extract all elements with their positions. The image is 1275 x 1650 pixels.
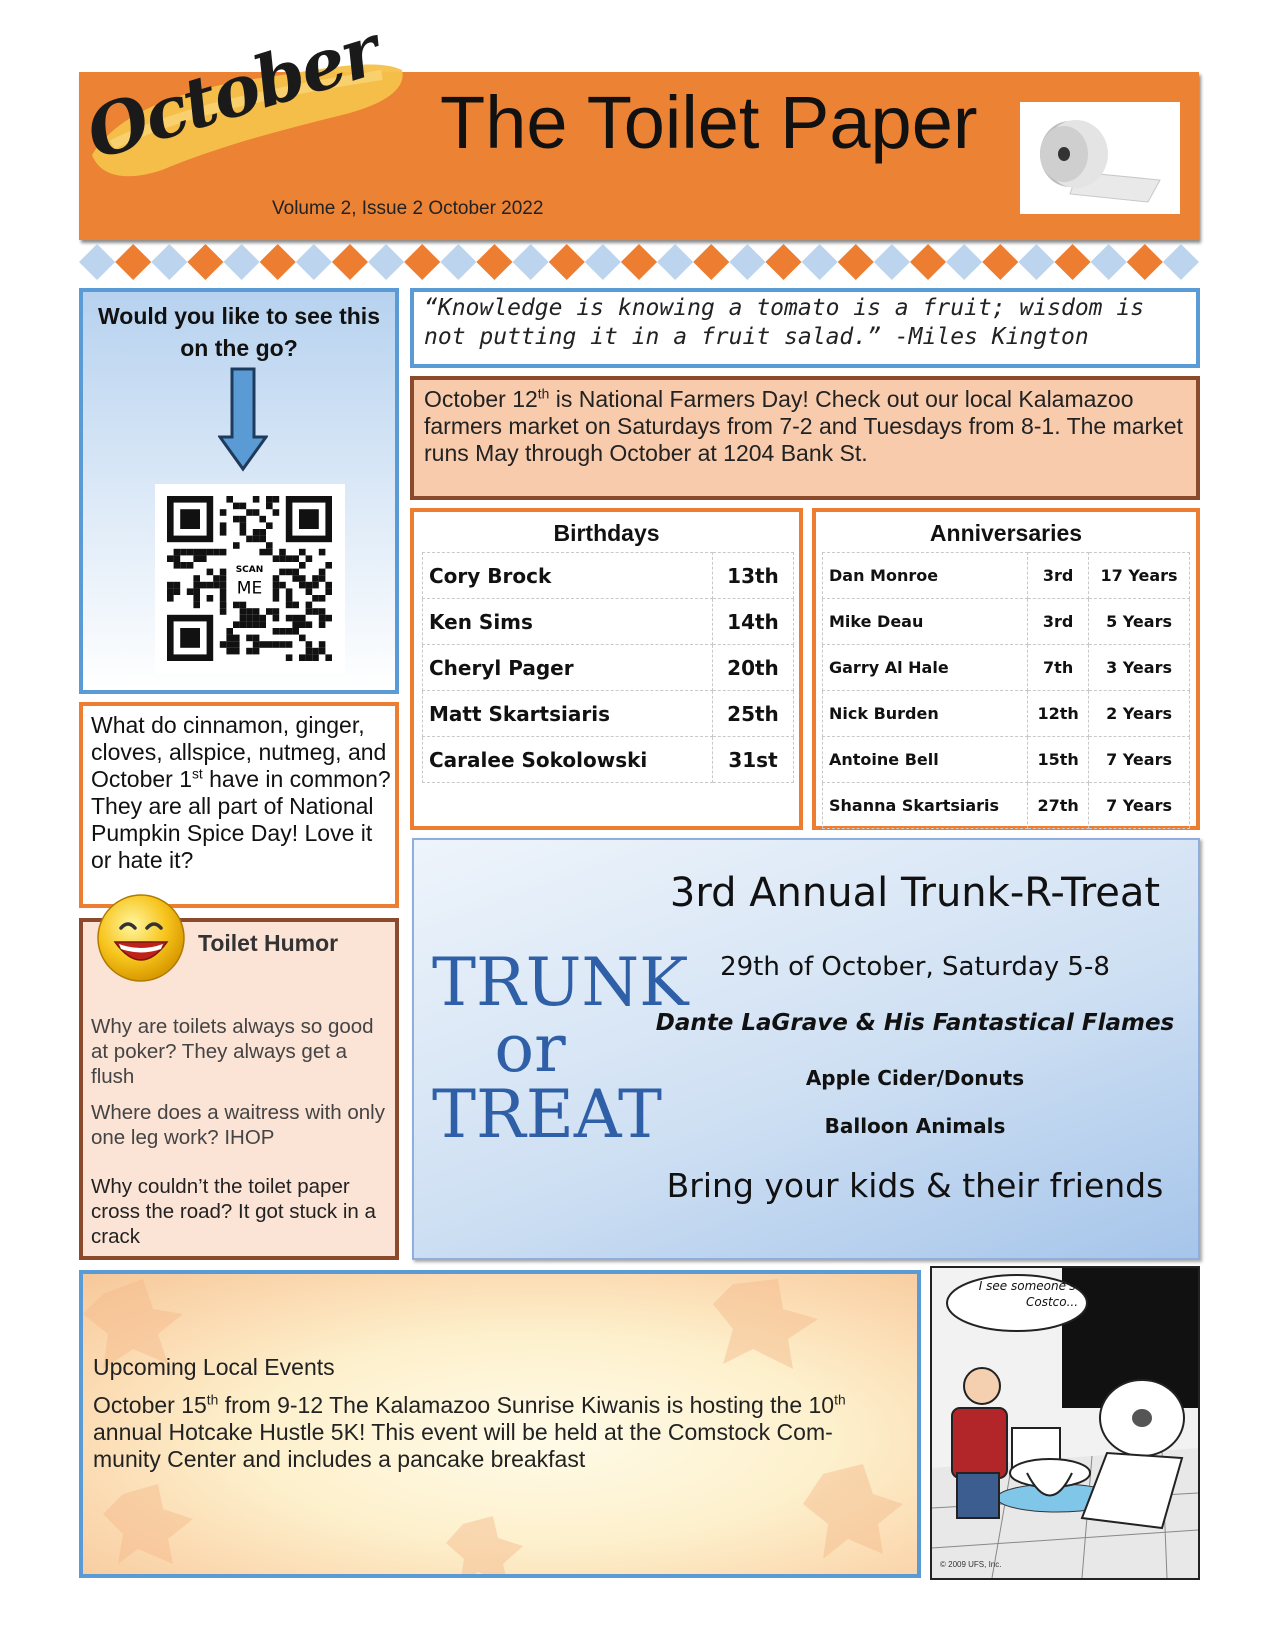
qr-module [259, 615, 266, 622]
logo-line-2: or [494, 1010, 566, 1087]
anniversary-row [823, 783, 1190, 829]
qr-module [213, 549, 220, 556]
qr-module [180, 549, 187, 556]
anniversary-years: 17 Years [1089, 553, 1190, 599]
qr-module [286, 628, 293, 635]
qr-module [180, 562, 187, 569]
diamond-border-strip [79, 243, 1199, 281]
qr-module [312, 648, 319, 655]
birthdays-panel [410, 508, 803, 830]
qr-module [306, 641, 313, 648]
anniversary-date: 15th [1028, 737, 1089, 783]
qr-module [292, 628, 299, 635]
qr-module [240, 621, 247, 628]
qr-module [319, 621, 326, 628]
month-script: October [77, 8, 388, 176]
qr-module [193, 588, 200, 595]
anniversaries-panel [812, 508, 1200, 830]
qr-module [246, 615, 253, 622]
birthdays-table [422, 552, 794, 783]
qr-module [167, 582, 174, 589]
qr-module [220, 588, 227, 595]
qr-module [226, 648, 233, 655]
birthday-row [423, 599, 794, 645]
qr-module [233, 621, 240, 628]
qr-module [273, 588, 280, 595]
qr-module [233, 516, 240, 523]
qr-module [266, 522, 273, 529]
qr-module [253, 529, 260, 536]
diamond-shape [224, 244, 260, 280]
qr-module [193, 555, 200, 562]
qr-module [220, 608, 227, 615]
qr-module [319, 569, 326, 576]
qr-module [286, 654, 293, 661]
qr-module [312, 654, 319, 661]
qr-module [312, 608, 319, 615]
birthday-name: Ken Sims [423, 599, 713, 645]
qr-module [233, 542, 240, 549]
trunk-event-cta: Bring your kids & their friends [666, 1166, 1164, 1205]
qr-module [240, 516, 247, 523]
volume-issue: Volume 2, Issue 2 October 2022 [272, 198, 544, 219]
birthday-row [423, 553, 794, 599]
qr-module [319, 575, 326, 582]
qr-module [220, 582, 227, 589]
qr-module [286, 588, 293, 595]
diamond-shape [621, 244, 657, 280]
qr-module [200, 549, 207, 556]
qr-module [220, 522, 227, 529]
diamond-shape [874, 244, 910, 280]
trunk-event-band: Dante LaGrave & His Fantastical Flames [655, 1010, 1175, 1036]
diamond-shape [476, 244, 512, 280]
qr-module [240, 608, 247, 615]
birthday-date: 25th [712, 691, 793, 737]
qr-module [253, 621, 260, 628]
trunk-event-item: Apple Cider/Donuts [805, 1066, 1025, 1090]
qr-module [253, 635, 260, 642]
qr-module [233, 602, 240, 609]
qr-module [240, 529, 247, 536]
qr-module [279, 549, 286, 556]
anniversary-date: 27th [1028, 783, 1089, 829]
qr-module [246, 509, 253, 516]
qr-module [220, 602, 227, 609]
anniversaries-table [822, 552, 1190, 829]
qr-module [259, 549, 266, 556]
qr-module [233, 641, 240, 648]
birthdays-title: Birthdays [553, 520, 660, 546]
diamond-shape [910, 244, 946, 280]
qr-module [259, 516, 266, 523]
diamond-shape [296, 244, 332, 280]
diamond-shape [404, 244, 440, 280]
qr-module [207, 582, 214, 589]
qr-module [319, 648, 326, 655]
diamond-shape [332, 244, 368, 280]
qr-module [299, 621, 306, 628]
toilet-paper-roll-icon [1020, 102, 1180, 214]
trunk-event-title: 3rd Annual Trunk-R-Treat [669, 870, 1161, 916]
qr-module [306, 621, 313, 628]
qr-module [312, 582, 319, 589]
qr-module [246, 608, 253, 615]
qr-module [273, 575, 280, 582]
qr-module [207, 549, 214, 556]
anniversary-years: 5 Years [1089, 599, 1190, 645]
qr-module [325, 582, 332, 589]
comic-strip-image [930, 1266, 1200, 1580]
pumpkin-spice-panel [79, 702, 399, 908]
qr-module [220, 549, 227, 556]
qr-module [286, 555, 293, 562]
pumpkin-spice-text: What do cinnamon, ginger, cloves, allspice, nutmeg, and October 1st have in common? They are all part of National Pumpkin Spice Day! Love it or hate it? [91, 712, 391, 873]
qr-module [167, 555, 174, 562]
diamond-shape [838, 244, 874, 280]
diamond-shape [151, 244, 187, 280]
qr-module [292, 602, 299, 609]
diamond-shape [115, 244, 151, 280]
qr-module [299, 615, 306, 622]
qr-module [286, 569, 293, 576]
qr-module [273, 496, 280, 503]
diamond-shape [368, 244, 404, 280]
qr-module [306, 654, 313, 661]
birthday-date: 13th [712, 553, 793, 599]
qr-module [312, 595, 319, 602]
diamond-shape [1091, 244, 1127, 280]
qr-module [292, 555, 299, 562]
qr-module [279, 628, 286, 635]
qr-module [286, 602, 293, 609]
qr-module [200, 555, 207, 562]
qr-module [306, 608, 313, 615]
quote-panel [410, 288, 1200, 368]
joke-3: Why couldn’t the toilet paper cross the road? It got stuck in a crack [91, 1175, 376, 1248]
qr-module [286, 615, 293, 622]
qr-module [233, 648, 240, 655]
qr-module [193, 549, 200, 556]
qr-module [266, 503, 273, 510]
qr-module [319, 608, 326, 615]
qr-module [325, 654, 332, 661]
qr-code-icon [155, 484, 345, 674]
qr-module [167, 595, 174, 602]
qr-module [325, 615, 332, 622]
arrow-down-icon [218, 367, 268, 472]
qr-module [259, 536, 266, 543]
qr-module [193, 595, 200, 602]
qr-module [279, 555, 286, 562]
toilet-humor-title: Toilet Humor [198, 930, 339, 956]
birthday-name: Caralee Sokolowski [423, 737, 713, 783]
qr-module [266, 608, 273, 615]
anniversary-name: Dan Monroe [823, 553, 1028, 599]
diamond-shape [693, 244, 729, 280]
qr-module [253, 496, 260, 503]
qr-module [266, 496, 273, 503]
qr-finder [180, 628, 200, 648]
farmers-day-text: October 12th is National Farmers Day! Check out our local Kalamazoo farmers market on Saturdays from 7-2 and Tuesdays from 8-1. The market runs May through October at 1204 Bank St. [424, 386, 1183, 466]
diamond-shape [802, 244, 838, 280]
qr-module [319, 641, 326, 648]
diamond-shape [1054, 244, 1090, 280]
trunk-or-treat-logo [432, 944, 689, 1153]
qr-module [292, 569, 299, 576]
qr-finder [180, 509, 200, 529]
qr-module [319, 549, 326, 556]
diamond-shape [982, 244, 1018, 280]
qr-module [200, 582, 207, 589]
birthday-row [423, 645, 794, 691]
qr-module [312, 575, 319, 582]
qr-module [220, 569, 227, 576]
diamond-shape [1127, 244, 1163, 280]
logo-line-1: TRUNK [432, 944, 689, 1021]
qr-module [174, 549, 181, 556]
trunk-event-date: 29th of October, Saturday 5-8 [720, 952, 1110, 982]
anniversary-date: 3rd [1028, 553, 1089, 599]
birthday-row [423, 691, 794, 737]
diamond-shape [946, 244, 982, 280]
anniversary-name: Mike Deau [823, 599, 1028, 645]
qr-module [220, 575, 227, 582]
qr-module [306, 648, 313, 655]
qr-module [259, 529, 266, 536]
diamond-shape [585, 244, 621, 280]
qr-module [226, 496, 233, 503]
anniversary-date: 3rd [1028, 599, 1089, 645]
qr-module [246, 648, 253, 655]
qr-module [246, 536, 253, 543]
anniversary-years: 7 Years [1089, 783, 1190, 829]
qr-module [306, 588, 313, 595]
qr-module [220, 595, 227, 602]
logo-line-3: TREAT [432, 1076, 662, 1153]
newsletter-title: The Toilet Paper [440, 81, 978, 164]
qr-module [306, 582, 313, 589]
anniversary-date: 7th [1028, 645, 1089, 691]
events-heading: Upcoming Local Events [93, 1354, 335, 1380]
qr-module [174, 582, 181, 589]
anniversary-date: 12th [1028, 691, 1089, 737]
qr-module [266, 542, 273, 549]
qr-module [174, 588, 181, 595]
qr-module [279, 569, 286, 576]
diamond-shape [729, 244, 765, 280]
qr-module [319, 595, 326, 602]
qr-module [273, 628, 280, 635]
birthday-name: Matt Skartsiaris [423, 691, 713, 737]
diamond-shape [765, 244, 801, 280]
anniversary-name: Garry Al Hale [823, 645, 1028, 691]
qr-module [299, 582, 306, 589]
birthday-name: Cory Brock [423, 553, 713, 599]
anniversary-years: 3 Years [1089, 645, 1190, 691]
anniversary-row [823, 645, 1190, 691]
anniversary-years: 2 Years [1089, 691, 1190, 737]
qr-code-panel [79, 288, 399, 694]
qr-module [207, 595, 214, 602]
qr-module [253, 615, 260, 622]
qr-module [279, 582, 286, 589]
qr-module [220, 641, 227, 648]
qr-me-label: ME [236, 578, 263, 599]
qr-scan-label: SCAN [235, 564, 264, 575]
qr-module [253, 509, 260, 516]
qr-module [174, 555, 181, 562]
qr-module [319, 615, 326, 622]
qr-module [299, 654, 306, 661]
trunk-event-item: Balloon Animals [824, 1114, 1006, 1138]
qr-module [213, 575, 220, 582]
qr-module [233, 635, 240, 642]
qr-module [279, 641, 286, 648]
toilet-humor-panel [79, 918, 399, 1260]
anniversary-row [823, 737, 1190, 783]
qr-module [246, 635, 253, 642]
qr-code-image[interactable] [155, 484, 345, 674]
qr-module [299, 575, 306, 582]
qr-module [299, 562, 306, 569]
qr-module [259, 621, 266, 628]
diamond-shape [549, 244, 585, 280]
qr-module [325, 588, 332, 595]
qr-module [213, 582, 220, 589]
qr-finder [299, 509, 319, 529]
comic-credit: © 2009 UFS, Inc. [940, 1560, 1002, 1569]
qr-module [273, 615, 280, 622]
birthday-name: Cheryl Pager [423, 645, 713, 691]
anniversary-row [823, 599, 1190, 645]
farmers-day-panel [410, 376, 1200, 500]
anniversary-name: Antoine Bell [823, 737, 1028, 783]
anniversary-years: 7 Years [1089, 737, 1190, 783]
qr-module [286, 641, 293, 648]
qr-module [253, 648, 260, 655]
qr-module [207, 569, 214, 576]
qr-heading: Would you like to see this on the go? [97, 303, 380, 361]
qr-module [167, 588, 174, 595]
anniversary-name: Nick Burden [823, 691, 1028, 737]
qr-module [193, 575, 200, 582]
birthday-row [423, 737, 794, 783]
qr-module [292, 621, 299, 628]
qr-module [273, 582, 280, 589]
qr-module [246, 621, 253, 628]
qr-module [187, 549, 194, 556]
birthday-date: 31st [712, 737, 793, 783]
qr-module [193, 602, 200, 609]
qr-module [286, 595, 293, 602]
birthday-date: 14th [712, 599, 793, 645]
qr-module [226, 641, 233, 648]
diamond-shape [187, 244, 223, 280]
qr-module [226, 635, 233, 642]
qr-module [240, 602, 247, 609]
anniversary-name: Shanna Skartsiaris [823, 783, 1028, 829]
diamond-shape [79, 244, 115, 280]
joke-1: Why are toilets always so good at poker? They always get a flush [91, 1015, 374, 1088]
qr-module [259, 641, 266, 648]
anniversary-row [823, 553, 1190, 599]
qr-module [187, 562, 194, 569]
qr-module [220, 509, 227, 516]
qr-module [292, 615, 299, 622]
qr-module [299, 635, 306, 642]
qr-module [253, 641, 260, 648]
qr-module [233, 503, 240, 510]
qr-module [240, 503, 247, 510]
qr-module [193, 582, 200, 589]
qr-module [253, 608, 260, 615]
diamond-shape [1163, 244, 1199, 280]
quote-text: “Knowledge is knowing a tomato is a fruit; wisdom is not putting it in a fruit salad.” -Miles Kington [424, 295, 1145, 350]
qr-module [220, 529, 227, 536]
diamond-shape [440, 244, 476, 280]
diamond-shape [513, 244, 549, 280]
diamond-shape [657, 244, 693, 280]
diamond-shape [1018, 244, 1054, 280]
joke-2: Where does a waitress with only one leg work? IHOP [91, 1101, 385, 1149]
upcoming-events-panel [79, 1270, 921, 1578]
toilet-paper-roll-image [1020, 102, 1180, 214]
qr-module [306, 555, 313, 562]
qr-module [240, 615, 247, 622]
qr-module [187, 588, 194, 595]
anniversary-row [823, 691, 1190, 737]
qr-module [226, 628, 233, 635]
qr-module [306, 602, 313, 609]
diamond-shape [260, 244, 296, 280]
birthday-date: 20th [712, 645, 793, 691]
qr-module [266, 549, 273, 556]
qr-module [325, 562, 332, 569]
qr-module [266, 641, 273, 648]
qr-module [174, 562, 181, 569]
qr-module [273, 608, 280, 615]
events-text: October 15th from 9-12 The Kalamazoo Sunrise Kiwanis is hosting the 10th annual Hotcake Hustle 5K! This event will be held at the Comstock Com-munity Center and includes a pancake breakfast [93, 1392, 846, 1472]
qr-module [253, 536, 260, 543]
smiley-face-icon [95, 892, 187, 984]
comic-caption: I see someone's been to Costco... [978, 1279, 1126, 1309]
anniversaries-title: Anniversaries [929, 520, 1083, 546]
qr-module [273, 509, 280, 516]
trunk-r-treat-panel [412, 838, 1200, 1260]
qr-module [240, 522, 247, 529]
qr-module [273, 641, 280, 648]
qr-module [273, 595, 280, 602]
qr-module [299, 549, 306, 556]
qr-module [273, 555, 280, 562]
qr-module [292, 575, 299, 582]
